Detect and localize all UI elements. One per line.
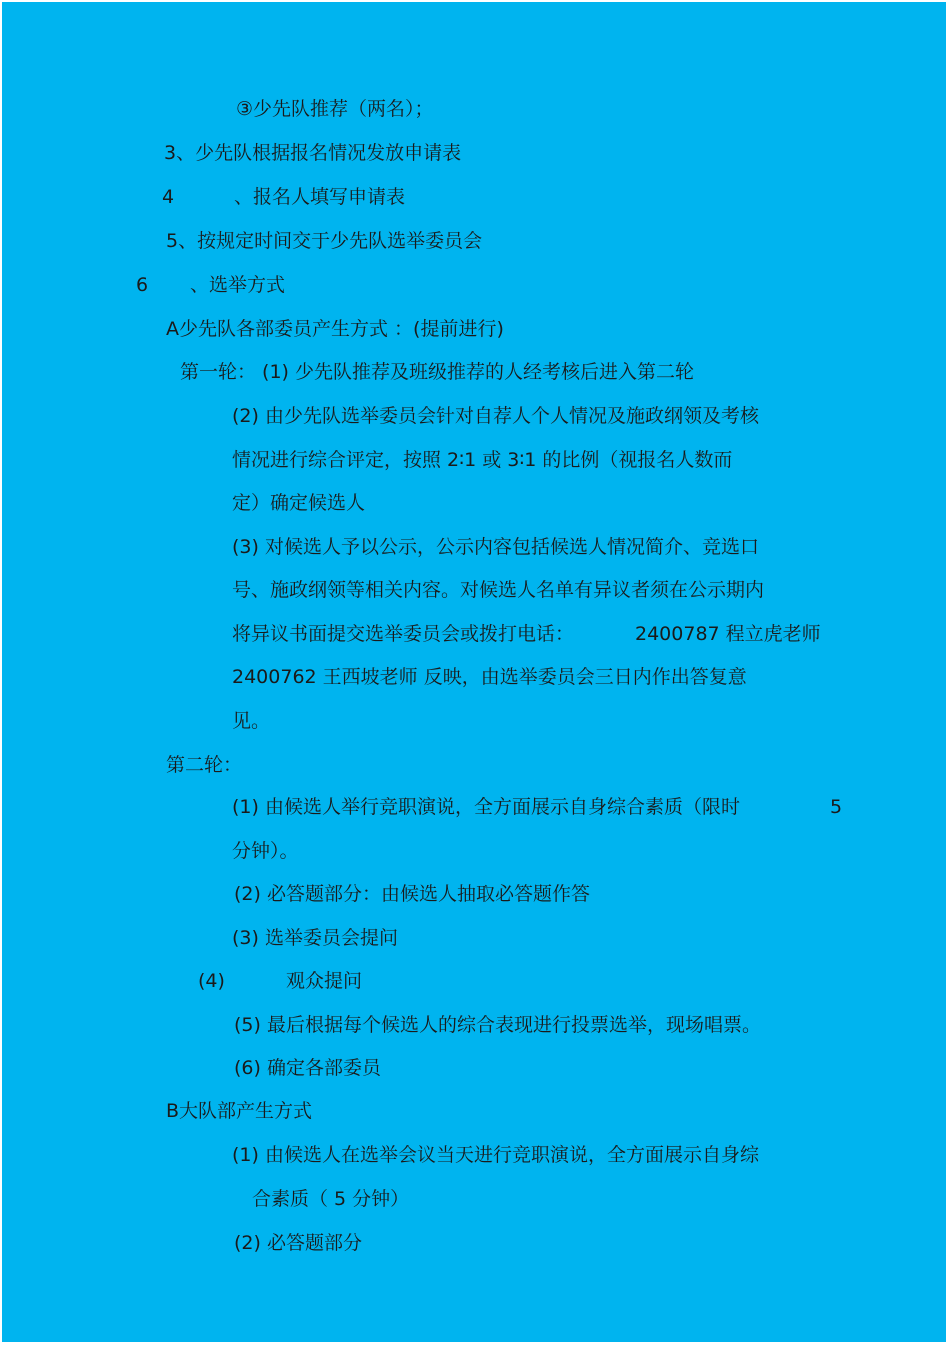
list-text: 观众提问 (286, 970, 363, 992)
text-line: (3) 选举委员会提问 (232, 927, 398, 949)
text-segment: (1) 由候选人举行竞职演说，全方面展示自身综合素质（限时 (232, 796, 740, 818)
list-number: 4 (162, 186, 175, 208)
list-text: 、报名人填写申请表 (234, 186, 406, 208)
list-text: 、选举方式 (190, 274, 286, 296)
text-line: ③少先队推荐（两名）； (236, 98, 434, 120)
text-line: 5、按规定时间交于少先队选举委员会 (166, 230, 483, 252)
section-heading: B大队部产生方式 (166, 1100, 313, 1122)
text-line: (3) 对候选人予以公示，公示内容包括候选人情况简介、竞选口 (232, 536, 759, 558)
text-line: 2400762 王西坡老师 反映，由选举委员会三日内作出答复意 (232, 666, 747, 688)
text-line: (5) 最后根据每个候选人的综合表现进行投票选举，现场唱票。 (234, 1014, 761, 1036)
list-number: 6 (136, 274, 149, 296)
phone-contact: 2400787 程立虎老师 (635, 623, 821, 645)
text-line: 情况进行综合评定，按照 2∶1 或 3∶1 的比例（视报名人数而 (232, 449, 733, 471)
section-heading: 第二轮： (166, 754, 243, 776)
text-line: 合素质（ 5 分钟） (252, 1188, 410, 1210)
text-line: (2) 必答题部分：由候选人抽取必答题作答 (234, 883, 590, 905)
text-line: 分钟）。 (232, 840, 299, 862)
text-line: 号、施政纲领等相关内容。对候选人名单有异议者须在公示期内 (232, 579, 765, 601)
text-segment: 将异议书面提交选举委员会或拨打电话： (232, 623, 575, 645)
text-line: (6) 确定各部委员 (234, 1057, 381, 1079)
list-number: (4) (198, 970, 225, 992)
text-segment: 5 (830, 796, 843, 818)
text-line: 定）确定候选人 (232, 492, 366, 514)
text-line: (1) 由候选人在选举会议当天进行竞职演说，全方面展示自身综 (232, 1144, 759, 1166)
text-line: 3、少先队根据报名情况发放申请表 (164, 142, 462, 164)
text-line: 第一轮： (1) 少先队推荐及班级推荐的人经考核后进入第二轮 (180, 361, 694, 383)
document-page (2, 2, 946, 1342)
text-line: 见。 (232, 710, 271, 732)
text-line: (2) 由少先队选举委员会针对自荐人个人情况及施政纲领及考核 (232, 405, 759, 427)
text-line: (2) 必答题部分 (234, 1232, 362, 1254)
text-line: A少先队各部委员产生方式 ：(提前进行) (166, 318, 504, 340)
